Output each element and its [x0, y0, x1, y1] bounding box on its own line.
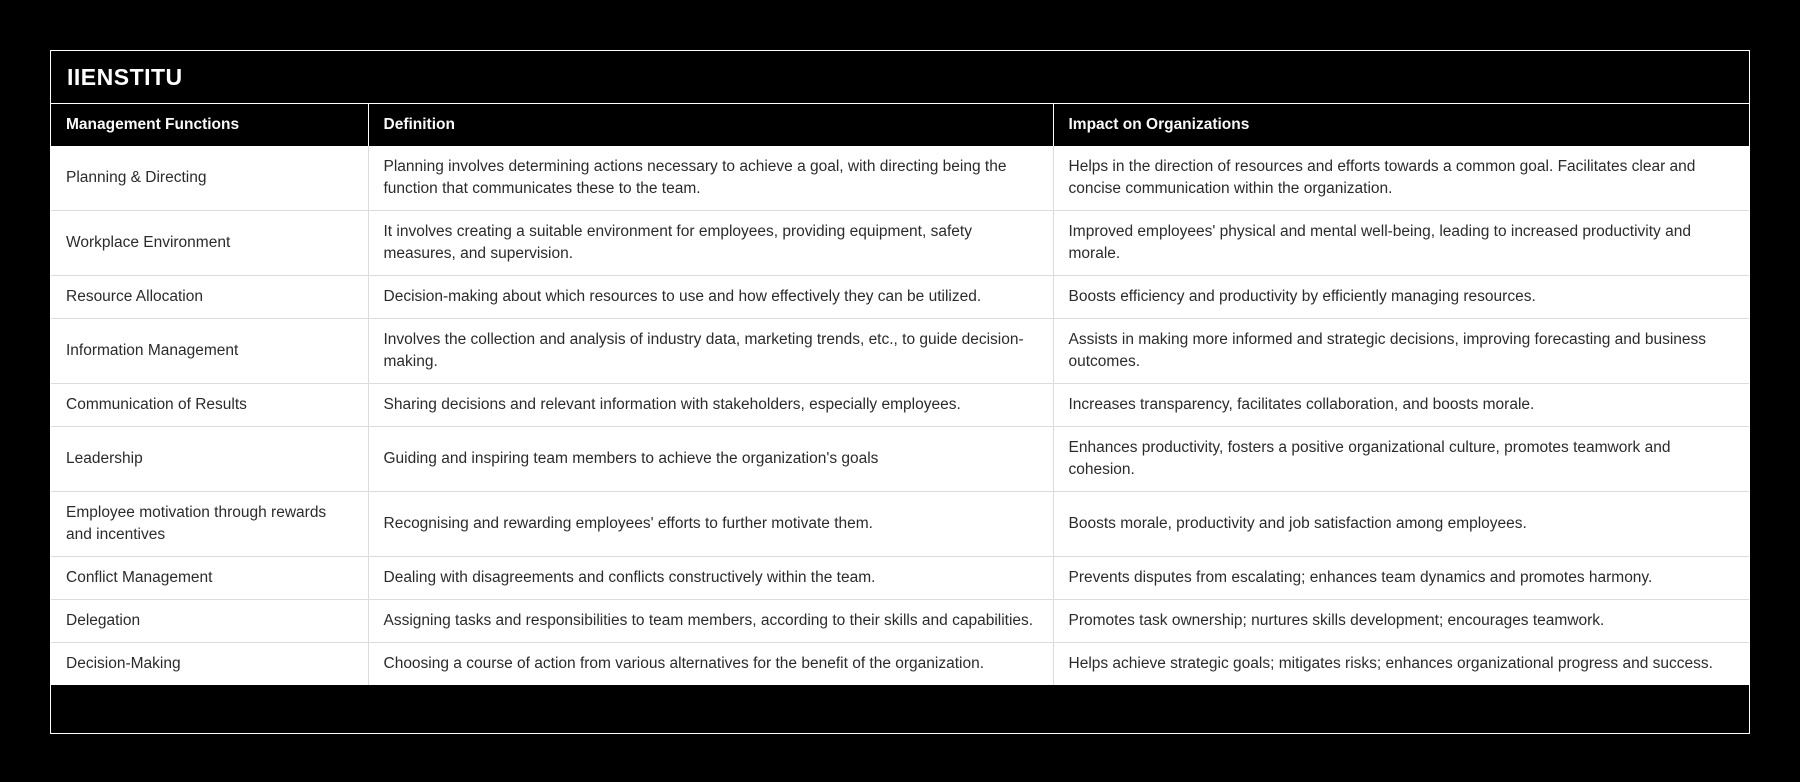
cell-impact: Improved employees' physical and mental well-being, leading to increased productivity and morale.: [1053, 211, 1749, 276]
cell-impact: Helps achieve strategic goals; mitigates risks; enhances organizational progress and success.: [1053, 643, 1749, 686]
cell-impact: Boosts efficiency and productivity by efficiently managing resources.: [1053, 276, 1749, 319]
cell-impact: Helps in the direction of resources and efforts towards a common goal. Facilitates clear and concise communication within the organization.: [1053, 146, 1749, 211]
header-row: [51, 104, 1749, 146]
cell-definition: Decision-making about which resources to use and how effectively they can be utilized.: [368, 276, 1053, 319]
table-row: [51, 211, 1749, 276]
cell-definition: Choosing a course of action from various alternatives for the benefit of the organization.: [368, 643, 1053, 686]
cell-function: Delegation: [51, 600, 368, 643]
table-row: [51, 276, 1749, 319]
cell-function: Conflict Management: [51, 557, 368, 600]
cell-impact: Prevents disputes from escalating; enhances team dynamics and promotes harmony.: [1053, 557, 1749, 600]
cell-impact: Boosts morale, productivity and job satisfaction among employees.: [1053, 492, 1749, 557]
table-row: [51, 557, 1749, 600]
table-row: [51, 643, 1749, 686]
cell-function: Information Management: [51, 319, 368, 384]
cell-definition: Assigning tasks and responsibilities to team members, according to their skills and capabilities.: [368, 600, 1053, 643]
cell-definition: Recognising and rewarding employees' efforts to further motivate them.: [368, 492, 1053, 557]
cell-function: Decision-Making: [51, 643, 368, 686]
cell-impact: Promotes task ownership; nurtures skills development; encourages teamwork.: [1053, 600, 1749, 643]
cell-function: Communication of Results: [51, 384, 368, 427]
column-header-impact: Impact on Organizations: [1053, 104, 1749, 146]
cell-definition: Dealing with disagreements and conflicts constructively within the team.: [368, 557, 1053, 600]
cell-definition: Guiding and inspiring team members to achieve the organization's goals: [368, 427, 1053, 492]
table-row: [51, 427, 1749, 492]
column-header-definition: Definition: [368, 104, 1053, 146]
column-header-function: Management Functions: [51, 104, 368, 146]
cell-impact: Assists in making more informed and strategic decisions, improving forecasting and business outcomes.: [1053, 319, 1749, 384]
management-functions-table: [51, 104, 1749, 685]
table-row: [51, 146, 1749, 211]
cell-function: Workplace Environment: [51, 211, 368, 276]
cell-impact: Enhances productivity, fosters a positive organizational culture, promotes teamwork and cohesion.: [1053, 427, 1749, 492]
brand-title: IIENSTITU: [51, 51, 1749, 104]
cell-function: Employee motivation through rewards and incentives: [51, 492, 368, 557]
cell-definition: Sharing decisions and relevant information with stakeholders, especially employees.: [368, 384, 1053, 427]
cell-function: Leadership: [51, 427, 368, 492]
table-row: [51, 384, 1749, 427]
cell-definition: Involves the collection and analysis of industry data, marketing trends, etc., to guide decision-making.: [368, 319, 1053, 384]
table-row: [51, 600, 1749, 643]
cell-impact: Increases transparency, facilitates collaboration, and boosts morale.: [1053, 384, 1749, 427]
cell-function: Planning & Directing: [51, 146, 368, 211]
cell-definition: Planning involves determining actions necessary to achieve a goal, with directing being the function that communicates these to the team.: [368, 146, 1053, 211]
management-functions-table-card: [50, 50, 1750, 734]
cell-definition: It involves creating a suitable environment for employees, providing equipment, safety measures, and supervision.: [368, 211, 1053, 276]
table-body: [51, 146, 1749, 685]
table-row: [51, 319, 1749, 384]
cell-function: Resource Allocation: [51, 276, 368, 319]
table-row: [51, 492, 1749, 557]
